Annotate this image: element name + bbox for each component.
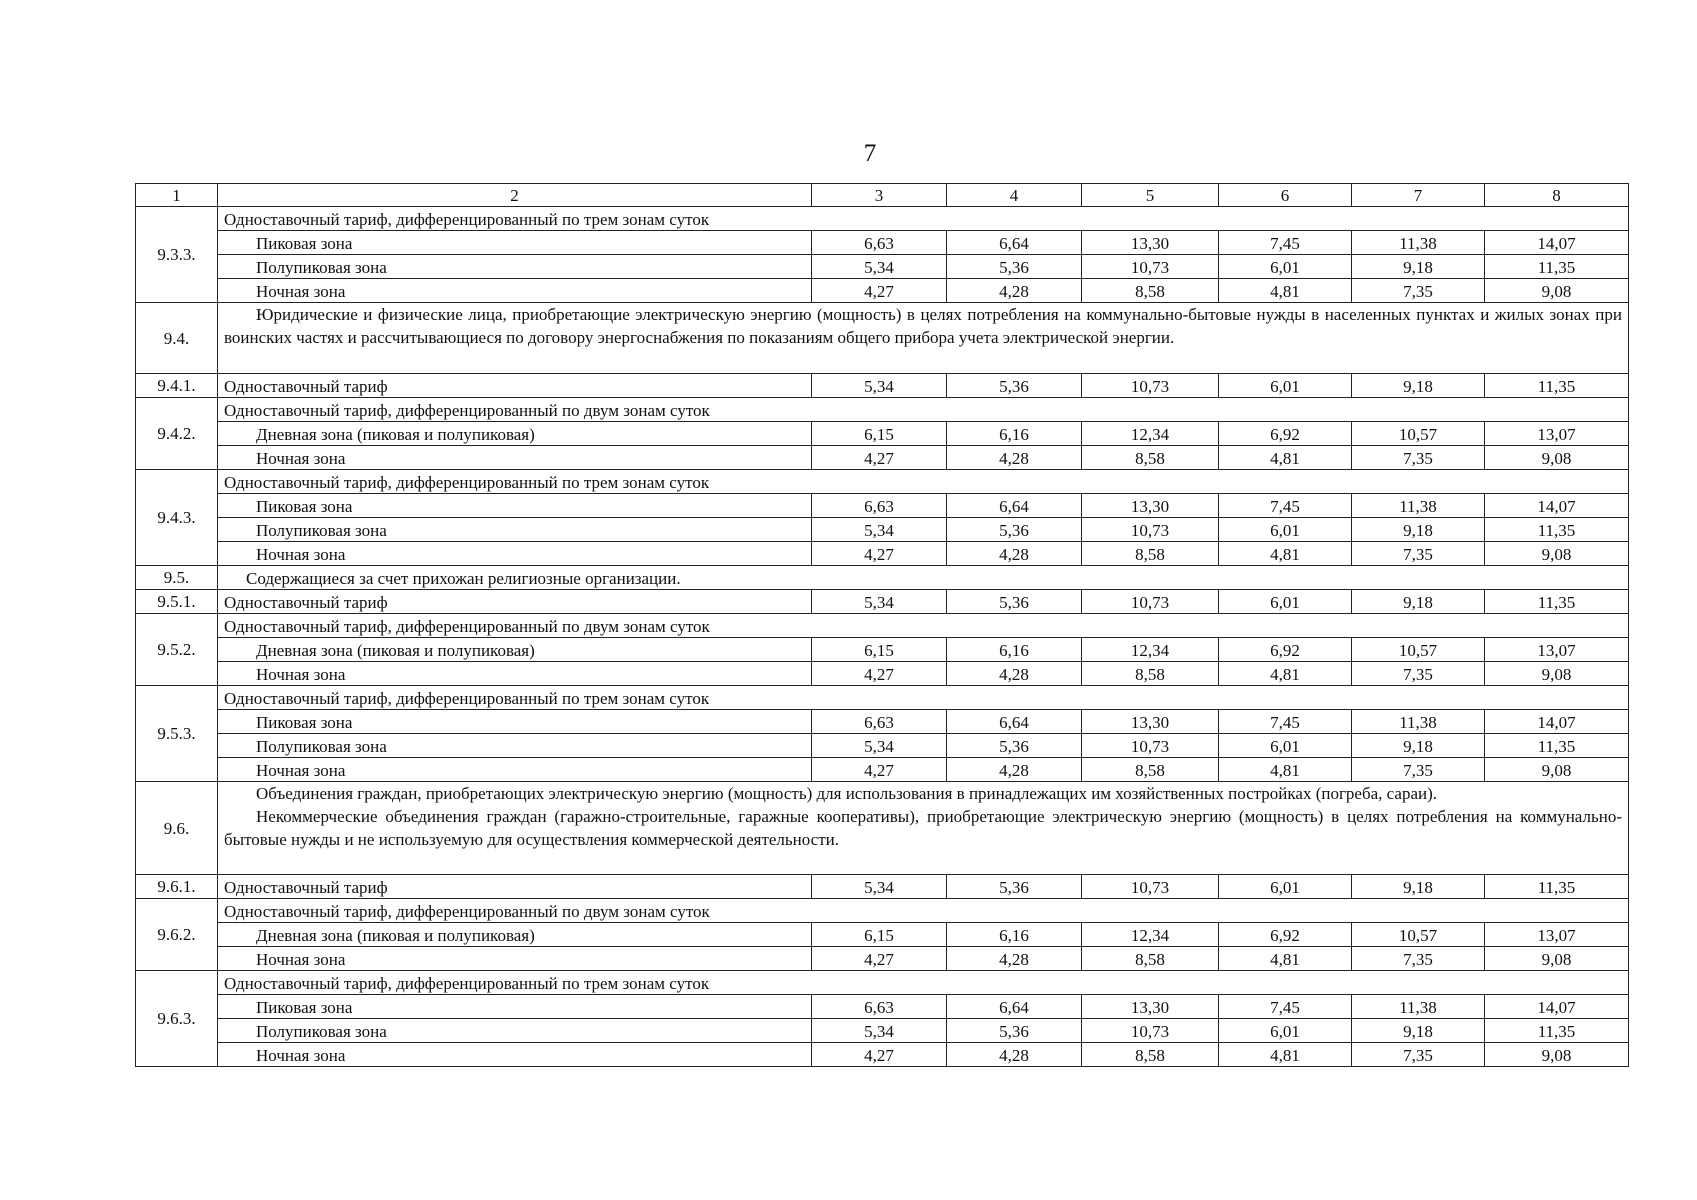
tariff-value: 9,18	[1352, 255, 1485, 279]
table-row	[136, 947, 1629, 971]
table-row	[136, 686, 1629, 710]
tariff-value: 9,18	[1352, 875, 1485, 899]
column-number: 3	[812, 184, 947, 207]
tariff-value: 4,28	[947, 542, 1082, 566]
table-row	[136, 303, 1629, 374]
tariff-value: 6,92	[1219, 923, 1352, 947]
zone-label: Дневная зона (пиковая и полупиковая)	[218, 638, 812, 662]
table-row	[136, 518, 1629, 542]
tariff-value: 11,38	[1352, 995, 1485, 1019]
table-row	[136, 710, 1629, 734]
tariff-value: 8,58	[1082, 446, 1219, 470]
tariff-value: 7,45	[1219, 995, 1352, 1019]
tariff-value: 13,07	[1485, 923, 1629, 947]
tariff-value: 7,35	[1352, 446, 1485, 470]
tariff-value: 10,57	[1352, 638, 1485, 662]
column-number: 2	[218, 184, 812, 207]
tariff-group-title: Одноставочный тариф, дифференцированный по трем зонам суток	[218, 686, 1629, 710]
tariff-value: 7,35	[1352, 758, 1485, 782]
tariff-value: 13,07	[1485, 638, 1629, 662]
table-row	[136, 734, 1629, 758]
tariff-value: 8,58	[1082, 279, 1219, 303]
zone-label: Пиковая зона	[218, 231, 812, 255]
tariff-value: 8,58	[1082, 662, 1219, 686]
table-row	[136, 782, 1629, 875]
tariff-value: 5,36	[947, 518, 1082, 542]
tariff-value: 6,15	[812, 638, 947, 662]
table-row	[136, 398, 1629, 422]
zone-label: Пиковая зона	[218, 710, 812, 734]
tariff-value: 9,08	[1485, 662, 1629, 686]
tariff-value: 10,73	[1082, 734, 1219, 758]
tariff-value: 4,81	[1219, 662, 1352, 686]
tariff-value: 6,01	[1219, 255, 1352, 279]
consumer-category-paragraph: Юридические и физические лица, приобретающие электрическую энергию (мощность) в целях потребления на коммунально-бытовые нужды в населенных пунктах и жилых зонах при воинских частях и рассчитывающиеся по договору энергоснабжения по показаниям общего прибора учета электрической энергии.	[224, 305, 1622, 347]
tariff-value: 4,81	[1219, 758, 1352, 782]
tariff-value: 7,35	[1352, 662, 1485, 686]
item-number: 9.4.3.	[136, 470, 218, 566]
tariff-value: 9,18	[1352, 1019, 1485, 1043]
consumer-category-text	[218, 303, 1629, 374]
item-number: 9.5.3.	[136, 686, 218, 782]
table-row	[136, 923, 1629, 947]
tariff-value: 8,58	[1082, 542, 1219, 566]
tariff-value: 13,07	[1485, 422, 1629, 446]
tariff-value: 6,15	[812, 422, 947, 446]
column-number-row	[136, 184, 1629, 207]
tariff-value: 5,34	[812, 734, 947, 758]
item-number: 9.5.2.	[136, 614, 218, 686]
tariff-value: 10,73	[1082, 590, 1219, 614]
tariff-group-title: Одноставочный тариф, дифференцированный по двум зонам суток	[218, 614, 1629, 638]
tariff-value: 4,81	[1219, 446, 1352, 470]
tariff-value: 4,81	[1219, 1043, 1352, 1067]
tariff-value: 6,92	[1219, 638, 1352, 662]
tariff-value: 5,36	[947, 255, 1082, 279]
tariff-value: 13,30	[1082, 494, 1219, 518]
item-number: 9.5.1.	[136, 590, 218, 614]
tariff-value: 4,27	[812, 446, 947, 470]
zone-label: Ночная зона	[218, 279, 812, 303]
tariff-value: 9,08	[1485, 1043, 1629, 1067]
tariff-value: 5,34	[812, 875, 947, 899]
table-row	[136, 995, 1629, 1019]
table-row	[136, 542, 1629, 566]
table-row	[136, 231, 1629, 255]
tariff-value: 7,45	[1219, 231, 1352, 255]
tariff-value: 10,57	[1352, 422, 1485, 446]
table-row	[136, 279, 1629, 303]
tariff-value: 4,28	[947, 662, 1082, 686]
tariff-value: 6,01	[1219, 374, 1352, 398]
tariff-value: 6,16	[947, 422, 1082, 446]
tariff-label: Одноставочный тариф	[218, 374, 812, 398]
tariff-value: 4,27	[812, 662, 947, 686]
tariff-value: 9,08	[1485, 758, 1629, 782]
tariff-value: 4,27	[812, 279, 947, 303]
tariff-value: 10,57	[1352, 923, 1485, 947]
tariff-value: 6,63	[812, 494, 947, 518]
table-row	[136, 374, 1629, 398]
tariff-value: 6,15	[812, 923, 947, 947]
tariff-group-title: Одноставочный тариф, дифференцированный по двум зонам суток	[218, 398, 1629, 422]
tariff-value: 14,07	[1485, 494, 1629, 518]
zone-label: Ночная зона	[218, 758, 812, 782]
tariff-value: 9,08	[1485, 446, 1629, 470]
tariff-value: 6,92	[1219, 422, 1352, 446]
tariff-value: 4,28	[947, 758, 1082, 782]
tariff-value: 8,58	[1082, 947, 1219, 971]
tariff-value: 11,38	[1352, 710, 1485, 734]
tariff-group-title: Одноставочный тариф, дифференцированный по трем зонам суток	[218, 470, 1629, 494]
tariff-value: 4,27	[812, 947, 947, 971]
item-number: 9.6.	[136, 782, 218, 875]
zone-label: Пиковая зона	[218, 995, 812, 1019]
tariff-value: 6,16	[947, 923, 1082, 947]
zone-label: Ночная зона	[218, 662, 812, 686]
tariff-value: 9,18	[1352, 590, 1485, 614]
tariff-value: 10,73	[1082, 518, 1219, 542]
tariff-value: 4,27	[812, 1043, 947, 1067]
tariff-value: 6,63	[812, 231, 947, 255]
tariff-value: 10,73	[1082, 1019, 1219, 1043]
item-number: 9.4.1.	[136, 374, 218, 398]
tariff-group-title: Одноставочный тариф, дифференцированный по трем зонам суток	[218, 207, 1629, 231]
tariff-value: 4,81	[1219, 279, 1352, 303]
tariff-value: 6,63	[812, 710, 947, 734]
table-row	[136, 638, 1629, 662]
column-number: 4	[947, 184, 1082, 207]
zone-label: Полупиковая зона	[218, 734, 812, 758]
tariff-value: 11,35	[1485, 374, 1629, 398]
zone-label: Ночная зона	[218, 446, 812, 470]
tariff-value: 11,35	[1485, 734, 1629, 758]
zone-label: Ночная зона	[218, 947, 812, 971]
zone-label: Дневная зона (пиковая и полупиковая)	[218, 923, 812, 947]
tariff-value: 6,64	[947, 995, 1082, 1019]
tariff-value: 4,28	[947, 446, 1082, 470]
tariff-value: 6,64	[947, 710, 1082, 734]
item-number: 9.4.	[136, 303, 218, 374]
consumer-category-text	[218, 782, 1629, 875]
tariff-value: 6,63	[812, 995, 947, 1019]
tariff-value: 12,34	[1082, 422, 1219, 446]
consumer-category-text: Содержащиеся за счет прихожан религиозные организации.	[218, 566, 1629, 590]
tariff-value: 9,18	[1352, 374, 1485, 398]
item-number: 9.3.3.	[136, 207, 218, 303]
tariff-value: 4,28	[947, 1043, 1082, 1067]
tariff-value: 5,34	[812, 518, 947, 542]
consumer-category-paragraph: Некоммерческие объединения граждан (гаражно-строительные, гаражные кооперативы), приобретающие электрическую энергию (мощность) в целях потребления на коммунально-бытовые нужды и не используемую для осуществления коммерческой деятельности.	[224, 807, 1622, 849]
table-row	[136, 875, 1629, 899]
tariff-value: 10,73	[1082, 875, 1219, 899]
tariff-value: 6,01	[1219, 590, 1352, 614]
tariff-value: 5,36	[947, 875, 1082, 899]
table-row	[136, 207, 1629, 231]
table-row	[136, 566, 1629, 590]
zone-label: Полупиковая зона	[218, 518, 812, 542]
tariff-value: 9,08	[1485, 279, 1629, 303]
tariff-value: 7,45	[1219, 710, 1352, 734]
tariff-value: 7,35	[1352, 279, 1485, 303]
item-number: 9.4.2.	[136, 398, 218, 470]
tariff-label: Одноставочный тариф	[218, 590, 812, 614]
tariff-value: 11,35	[1485, 1019, 1629, 1043]
tariff-value: 10,73	[1082, 374, 1219, 398]
table-row	[136, 255, 1629, 279]
tariff-value: 11,38	[1352, 231, 1485, 255]
zone-label: Ночная зона	[218, 542, 812, 566]
tariff-value: 5,34	[812, 1019, 947, 1043]
table-row	[136, 422, 1629, 446]
tariff-value: 11,35	[1485, 875, 1629, 899]
column-number: 7	[1352, 184, 1485, 207]
tariff-value: 4,81	[1219, 947, 1352, 971]
tariff-value: 6,16	[947, 638, 1082, 662]
tariff-value: 6,01	[1219, 734, 1352, 758]
zone-label: Пиковая зона	[218, 494, 812, 518]
tariff-value: 6,01	[1219, 875, 1352, 899]
tariff-value: 8,58	[1082, 758, 1219, 782]
tariff-value: 12,34	[1082, 923, 1219, 947]
tariff-value: 6,64	[947, 494, 1082, 518]
table-row	[136, 590, 1629, 614]
consumer-category-paragraph: Объединения граждан, приобретающих электрическую энергию (мощность) для использования в принадлежащих им хозяйственных постройках (погреба, сараи).	[256, 784, 1438, 803]
tariff-value: 7,35	[1352, 947, 1485, 971]
tariff-value: 5,34	[812, 590, 947, 614]
tariff-value: 14,07	[1485, 995, 1629, 1019]
zone-label: Полупиковая зона	[218, 255, 812, 279]
tariff-value: 12,34	[1082, 638, 1219, 662]
tariff-value: 5,34	[812, 255, 947, 279]
tariff-value: 9,18	[1352, 734, 1485, 758]
tariff-group-title: Одноставочный тариф, дифференцированный по трем зонам суток	[218, 971, 1629, 995]
zone-label: Полупиковая зона	[218, 1019, 812, 1043]
tariff-value: 5,36	[947, 590, 1082, 614]
tariff-value: 4,28	[947, 947, 1082, 971]
tariff-value: 7,35	[1352, 542, 1485, 566]
tariff-value: 5,36	[947, 374, 1082, 398]
tariff-value: 8,58	[1082, 1043, 1219, 1067]
tariff-value: 7,45	[1219, 494, 1352, 518]
table-row	[136, 1019, 1629, 1043]
tariff-value: 4,28	[947, 279, 1082, 303]
tariff-value: 6,01	[1219, 518, 1352, 542]
tariff-value: 14,07	[1485, 231, 1629, 255]
table-row	[136, 1043, 1629, 1067]
column-number: 1	[136, 184, 218, 207]
item-number: 9.6.3.	[136, 971, 218, 1067]
tariff-value: 5,36	[947, 1019, 1082, 1043]
tariff-value: 11,35	[1485, 518, 1629, 542]
tariff-value: 11,35	[1485, 255, 1629, 279]
tariff-value: 11,35	[1485, 590, 1629, 614]
item-number: 9.5.	[136, 566, 218, 590]
tariff-value: 10,73	[1082, 255, 1219, 279]
table-row	[136, 494, 1629, 518]
table-row	[136, 971, 1629, 995]
tariff-value: 11,38	[1352, 494, 1485, 518]
column-number: 8	[1485, 184, 1629, 207]
table-row	[136, 899, 1629, 923]
tariff-value: 4,27	[812, 758, 947, 782]
tariff-value: 5,36	[947, 734, 1082, 758]
tariff-value: 6,01	[1219, 1019, 1352, 1043]
item-number: 9.6.1.	[136, 875, 218, 899]
table-row	[136, 758, 1629, 782]
tariff-value: 9,08	[1485, 947, 1629, 971]
tariff-value: 13,30	[1082, 231, 1219, 255]
tariff-value: 13,30	[1082, 710, 1219, 734]
tariff-label: Одноставочный тариф	[218, 875, 812, 899]
item-number: 9.6.2.	[136, 899, 218, 971]
zone-label: Ночная зона	[218, 1043, 812, 1067]
table-row	[136, 614, 1629, 638]
tariff-value: 9,08	[1485, 542, 1629, 566]
tariff-table	[135, 183, 1629, 1067]
tariff-value: 4,81	[1219, 542, 1352, 566]
column-number: 5	[1082, 184, 1219, 207]
table-row	[136, 470, 1629, 494]
tariff-value: 7,35	[1352, 1043, 1485, 1067]
tariff-value: 9,18	[1352, 518, 1485, 542]
page-number: 7	[863, 140, 877, 167]
tariff-value: 6,64	[947, 231, 1082, 255]
tariff-group-title: Одноставочный тариф, дифференцированный по двум зонам суток	[218, 899, 1629, 923]
zone-label: Дневная зона (пиковая и полупиковая)	[218, 422, 812, 446]
column-number: 6	[1219, 184, 1352, 207]
table-row	[136, 662, 1629, 686]
tariff-value: 13,30	[1082, 995, 1219, 1019]
tariff-value: 4,27	[812, 542, 947, 566]
tariff-value: 14,07	[1485, 710, 1629, 734]
table-row	[136, 446, 1629, 470]
tariff-value: 5,34	[812, 374, 947, 398]
